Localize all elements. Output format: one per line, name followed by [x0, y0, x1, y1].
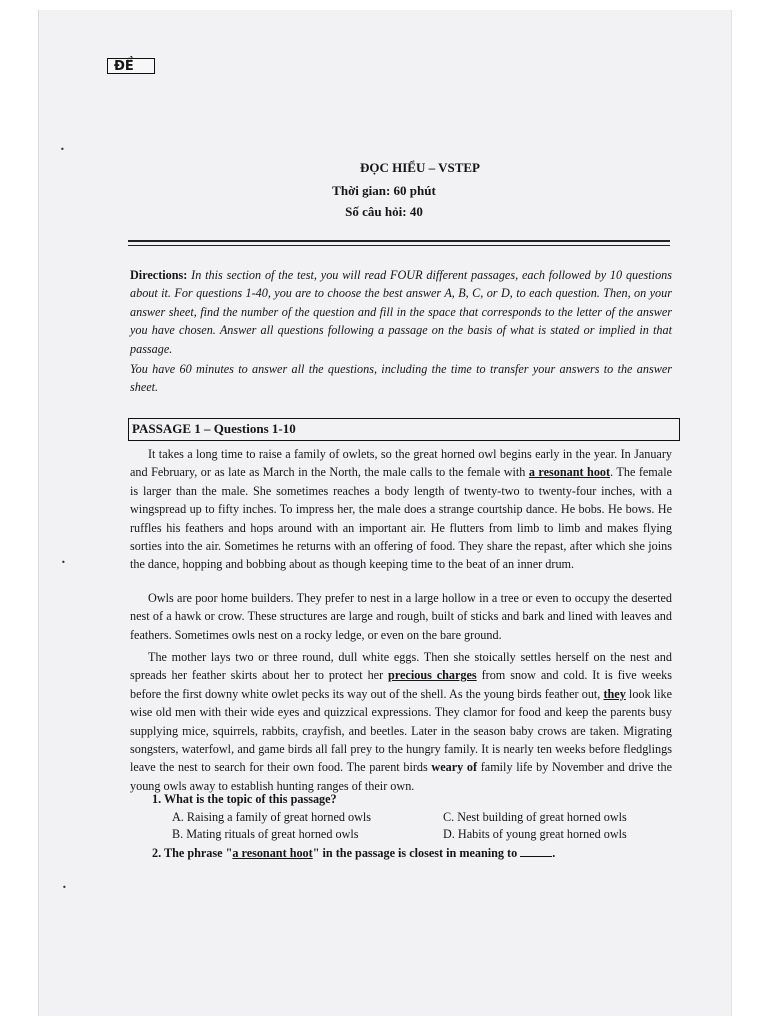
exam-title: ĐỌC HIỂU – VSTEP — [359, 160, 481, 175]
answer-blank — [520, 845, 552, 857]
question-text: . — [552, 846, 556, 860]
question-1-option-c[interactable]: C. Nest building of great horned owls — [443, 810, 627, 824]
question-2-stem — [152, 844, 555, 862]
question-1-option-b[interactable]: B. Mating rituals of great horned owls — [172, 827, 359, 841]
key-phrase-weary-of: weary of — [431, 760, 478, 775]
exam-label-box: ĐỀ — [107, 58, 155, 74]
passage-text: from snow and cold. It is five weeks before the first downy white owlet pecks its way out of the shell. As the young birds feather out, — [130, 668, 672, 701]
passage-text: look like wise old men with their wide eyes and quizzical expressions. They clamor for food and keep the parents busy supplying mice, squirrels, rabbits, crayfish, and beetles. Later in the season baby crows are taken. Migrating songsters, waterfowl, and game birds all fall prey to the hungry family. It is nearly ten weeks before fledglings leave the nest to search for their own food. The parent birds — [130, 686, 672, 775]
passage-text: . The female is larger than the male. She sometimes reaches a body length of twenty-two to twenty-four inches, with a wingspread up to fifty inches. To impress her, the male does a strange courtship dance. He bobs. He bows. He ruffles his feathers and hops around with an important air. He flutters from limb to limb and makes flying sorties into the air. Sometimes he returns with an offering of food. They share the repast, after which she joins the dance, hopping and bobbing about as though keeping time to the beat of an inner drum. — [130, 465, 672, 572]
header-rule-thick — [128, 240, 670, 242]
exam-question-count: Số câu hỏi: 40 — [345, 204, 423, 219]
question-1-stem: 1. What is the topic of this passage? — [152, 792, 337, 806]
question-text: " in the passage is closest in meaning to — [312, 846, 521, 860]
key-phrase-resonant-hoot: a resonant hoot — [528, 465, 611, 480]
passage-paragraph-1 — [130, 445, 672, 574]
scan-mark: • — [60, 145, 65, 154]
time-note: You have 60 minutes to answer all the questions, including the time to transfer your answers to the answer sheet. — [130, 362, 672, 395]
passage-heading: PASSAGE 1 – Questions 1-10 — [128, 418, 680, 441]
key-word-they: they — [603, 686, 626, 701]
passage-paragraph-3 — [130, 648, 672, 795]
question-2-key-phrase: a resonant hoot — [232, 846, 313, 860]
directions-text: In this section of the test, you will read FOUR different passages, each followed by 10 questions about it. For questions 1-40, you are to choose the best answer A, B, C, or D, to each question. Then, on your answer sheet, find the number of the question and fill in the space that corresponds to the letter of the answer you have chosen. Answer all questions following a passage on the basis of what is stated or implied in that passage. — [130, 268, 672, 356]
passage-paragraph-2: Owls are poor home builders. They prefer to nest in a large hollow in a tree or even to occupy the deserted nest of a hawk or crow. These structures are large and rough, built of sticks and bark and lined with leaves and feathers. Sometimes owls nest on a rocky ledge, or even on the bare ground. — [130, 591, 672, 642]
passage-text: family life by November and drive the young owls away to establish hunting ranges of their own. — [130, 760, 672, 793]
key-phrase-precious-charges: precious charges — [388, 668, 477, 683]
directions-paragraph — [130, 266, 672, 358]
passage-text: The mother lays two or three round, dull white eggs. Then she stoically settles herself on the nest and spreads her feather skirts about her to protect her — [130, 650, 672, 683]
exam-time: Thời gian: 60 phút — [332, 183, 436, 198]
question-text: 2. The phrase " — [152, 846, 233, 860]
scan-mark: • — [62, 883, 67, 892]
directions-label: Directions: — [130, 268, 188, 282]
question-1-option-a[interactable]: A. Raising a family of great horned owls — [172, 810, 372, 824]
header-rule-thin — [128, 245, 670, 246]
scan-mark: • — [61, 558, 66, 567]
question-1-option-d[interactable]: D. Habits of young great horned owls — [443, 827, 627, 841]
passage-text: It takes a long time to raise a family of owlets, so the great horned owl begins early in the year. In January and February, or as late as March in the North, the male calls to the female with — [130, 447, 672, 480]
